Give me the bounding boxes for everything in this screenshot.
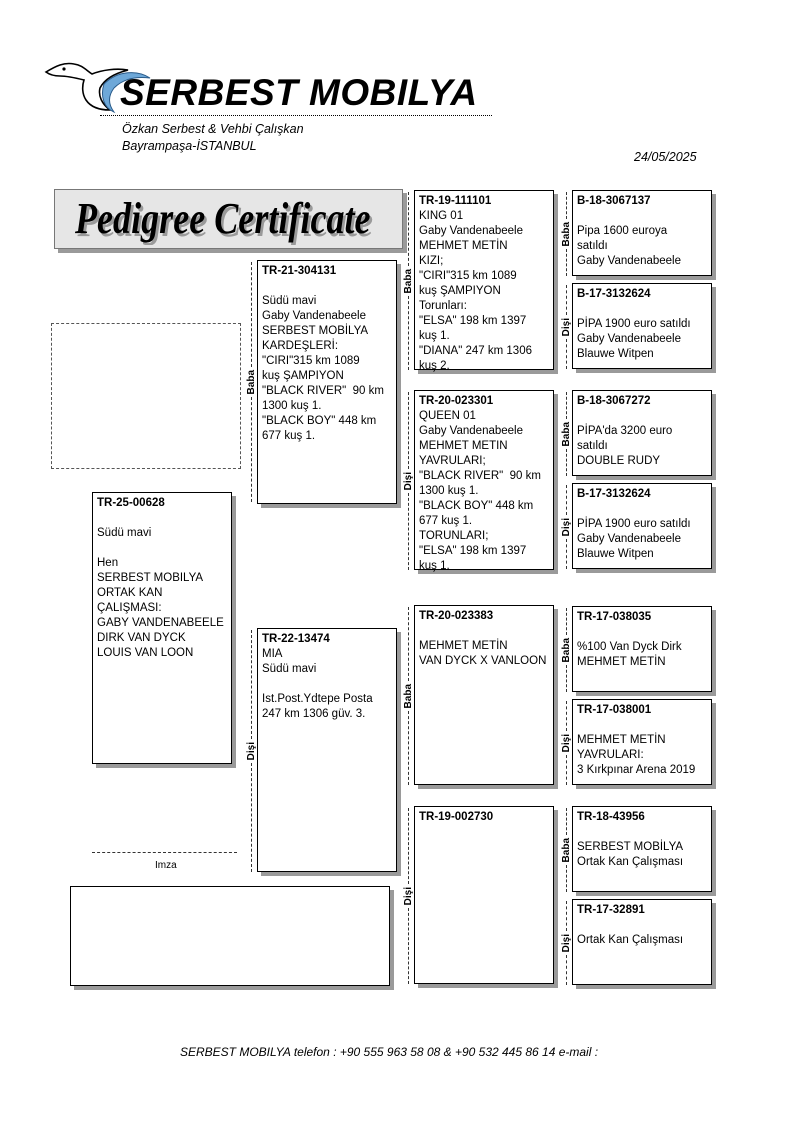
detail-line: 677 kuş 1. xyxy=(262,430,316,442)
dam-label: Dişi xyxy=(244,630,258,872)
detail-line: "ELSA" 198 km 1397 xyxy=(419,545,527,557)
detail-line: Gaby Vandenabeele xyxy=(577,333,682,345)
detail-line: satıldı xyxy=(577,440,608,452)
photo-placeholder xyxy=(51,323,241,469)
detail-line: ÇALIŞMASI: xyxy=(97,602,162,614)
detail-line xyxy=(419,624,549,639)
great-grandparent-card xyxy=(572,283,712,369)
detail-line: KIZI; xyxy=(419,255,444,267)
detail-line: MIA xyxy=(262,648,283,660)
detail-line: YAVRULARI; xyxy=(419,455,486,467)
detail-line: "BLACK RIVER" 90 km xyxy=(419,470,541,482)
detail-line xyxy=(577,625,707,640)
detail-line: Torunları: xyxy=(419,300,467,312)
great-grandparent-card xyxy=(572,806,712,892)
footer-contact: SERBEST MOBILYA telefon : +90 555 963 58 08 & +90 532 445 86 14 e-mail : xyxy=(180,1045,599,1059)
detail-line: LOUIS VAN LOON xyxy=(97,647,194,659)
sire-card xyxy=(257,260,397,504)
detail-line xyxy=(577,209,707,224)
detail-line: PİPA 1900 euro satıldı xyxy=(577,518,691,530)
subject-bird-card xyxy=(92,492,232,764)
grandsire-paternal-card xyxy=(414,190,554,370)
great-grandparent-ring: TR-17-32891 xyxy=(577,904,645,916)
granddam-maternal-ring: TR-19-002730 xyxy=(419,811,494,823)
detail-line: "BLACK BOY" 448 km xyxy=(419,500,534,512)
great-grandparent-card xyxy=(572,899,712,985)
dam-ring-number: TR-22-13474 xyxy=(262,633,330,645)
detail-line: "DIANA" 247 km 1306 xyxy=(419,345,532,357)
detail-line: Ortak Kan Çalışması xyxy=(577,934,684,946)
dam-card xyxy=(257,628,397,872)
grandsire-maternal-card xyxy=(414,605,554,785)
detail-line: 677 kuş 1. xyxy=(419,515,473,527)
detail-line xyxy=(262,677,392,692)
great-grandparent-card xyxy=(572,483,712,569)
ggp-4-label: Baba xyxy=(559,608,573,692)
detail-line: Ist.Post.Ydtepe Posta xyxy=(262,693,373,705)
detail-line: "BLACK RIVER" 90 km xyxy=(262,385,384,397)
great-grandparent-details xyxy=(577,625,707,670)
detail-line xyxy=(262,279,392,294)
ggp-2-label: Baba xyxy=(559,392,573,476)
great-grandparent-card xyxy=(572,190,712,276)
detail-line: MEHMET METİN xyxy=(419,240,508,252)
granddam-paternal-details xyxy=(419,409,549,574)
great-grandparent-ring: B-18-3067137 xyxy=(577,195,651,207)
detail-line: Südü mavi xyxy=(262,295,317,307)
great-grandparent-details xyxy=(577,718,707,778)
dam-details xyxy=(262,647,392,722)
detail-line: Pipa 1600 euroya xyxy=(577,225,668,237)
gp-sd-label: Dişi xyxy=(401,392,415,570)
detail-line: kuş ŞAMPIYON xyxy=(419,285,501,297)
great-grandparent-ring: B-17-3132624 xyxy=(577,288,651,300)
detail-line: "BLACK BOY" 448 km xyxy=(262,415,377,427)
title-banner xyxy=(54,189,403,249)
detail-line: PİPA 1900 euro satıldı xyxy=(577,318,691,330)
detail-line: "CIRI"315 km 1089 xyxy=(419,270,517,282)
certificate-date: 24/05/2025 xyxy=(634,150,697,164)
gp-ds-label: Baba xyxy=(401,607,415,785)
grandsire-maternal-details xyxy=(419,624,549,669)
detail-line xyxy=(97,511,227,526)
detail-line xyxy=(577,825,707,840)
detail-line: 1300 kuş 1. xyxy=(419,485,479,497)
detail-line: kuş 2. xyxy=(419,360,450,372)
granddam-paternal-card xyxy=(414,390,554,570)
great-grandparent-ring: TR-17-038001 xyxy=(577,704,652,716)
detail-line: VAN DYCK X VANLOON xyxy=(419,655,547,667)
detail-line xyxy=(97,541,227,556)
brand-location: Bayrampaşa-İSTANBUL xyxy=(122,139,257,153)
great-grandparent-card xyxy=(572,606,712,692)
detail-line: DIRK VAN DYCK xyxy=(97,632,186,644)
great-grandparent-details xyxy=(577,302,707,362)
detail-line: Blauwe Witpen xyxy=(577,548,654,560)
detail-line: YAVRULARI: xyxy=(577,749,644,761)
detail-line: kuş 1. xyxy=(419,330,450,342)
detail-line: KING 01 xyxy=(419,210,464,222)
brand-underline xyxy=(100,115,492,116)
detail-line xyxy=(577,718,707,733)
ggp-3-label: Dişi xyxy=(559,485,573,569)
great-grandparent-ring: TR-17-038035 xyxy=(577,611,652,623)
detail-line: DOUBLE RUDY xyxy=(577,455,661,467)
detail-line: "CIRI"315 km 1089 xyxy=(262,355,360,367)
detail-line: MEHMET METİN xyxy=(577,656,666,668)
great-grandparent-details xyxy=(577,209,707,269)
detail-line: MEHMET METİN xyxy=(577,734,666,746)
detail-line: GABY VANDENABEELE xyxy=(97,617,224,629)
detail-line: SERBEST MOBİLYA xyxy=(577,841,684,853)
detail-line: kuş ŞAMPIYON xyxy=(262,370,344,382)
sire-details xyxy=(262,279,392,444)
great-grandparent-ring: B-17-3132624 xyxy=(577,488,651,500)
ggp-7-label: Dişi xyxy=(559,901,573,985)
detail-line: Gaby Vandenabeele xyxy=(577,255,682,267)
detail-line: PİPA'da 3200 euro xyxy=(577,425,673,437)
detail-line xyxy=(577,302,707,317)
detail-line: kuş 1. xyxy=(419,560,450,572)
detail-line: %100 Van Dyck Dirk xyxy=(577,641,682,653)
granddam-paternal-ring: TR-20-023301 xyxy=(419,395,494,407)
brand-name: SERBEST MOBILYA xyxy=(120,72,478,113)
great-grandparent-details xyxy=(577,502,707,562)
detail-line: "ELSA" 198 km 1397 xyxy=(419,315,527,327)
detail-line: 247 km 1306 güv. 3. xyxy=(262,708,366,720)
detail-line: MEHMET METİN xyxy=(419,640,508,652)
great-grandparent-ring: B-18-3067272 xyxy=(577,395,651,407)
detail-line: ORTAK KAN xyxy=(97,587,163,599)
great-grandparent-card xyxy=(572,390,712,476)
detail-line: Gaby Vandenabeele xyxy=(262,310,367,322)
sire-ring-number: TR-21-304131 xyxy=(262,265,337,277)
detail-line: SERBEST MOBİLYA xyxy=(262,325,369,337)
detail-line: Gaby Vandenabeele xyxy=(419,425,524,437)
detail-line xyxy=(577,502,707,517)
detail-line: 3 Kırkpınar Arena 2019 xyxy=(577,764,696,776)
ggp-1-label: Dişi xyxy=(559,285,573,369)
detail-line: Gaby Vandenabeele xyxy=(419,225,524,237)
ggp-0-label: Baba xyxy=(559,192,573,276)
granddam-maternal-card xyxy=(414,806,554,984)
subject-details xyxy=(97,511,227,661)
detail-line: Südü mavi xyxy=(97,527,152,539)
detail-line: Hen xyxy=(97,557,119,569)
gp-dd-label: Dişi xyxy=(401,808,415,984)
detail-line: 1300 kuş 1. xyxy=(262,400,322,412)
detail-line: Ortak Kan Çalışması xyxy=(577,856,684,868)
great-grandparent-details xyxy=(577,409,707,469)
ggp-5-label: Dişi xyxy=(559,701,573,785)
great-grandparent-ring: TR-18-43956 xyxy=(577,811,645,823)
subject-ring-number: TR-25-00628 xyxy=(97,497,165,509)
sire-label: Baba xyxy=(244,262,258,502)
grandsire-paternal-ring: TR-19-111101 xyxy=(419,195,492,207)
great-grandparent-card xyxy=(572,699,712,785)
page-title: Pedigree Certificate xyxy=(75,194,371,243)
signature-line xyxy=(92,852,237,853)
detail-line: SERBEST MOBILYA xyxy=(97,572,204,584)
brand-owners: Özkan Serbest & Vehbi Çalışkan xyxy=(122,122,304,136)
detail-line xyxy=(577,409,707,424)
detail-line: QUEEN 01 xyxy=(419,410,476,422)
grandsire-maternal-ring: TR-20-023383 xyxy=(419,610,494,622)
detail-line: KARDEŞLERİ: xyxy=(262,340,339,352)
signature-label: Imza xyxy=(155,860,177,871)
detail-line: Südü mavi xyxy=(262,663,317,675)
grandsire-paternal-details xyxy=(419,209,549,374)
great-grandparent-details xyxy=(577,825,707,870)
detail-line: Gaby Vandenabeele xyxy=(577,533,682,545)
detail-line: TORUNLARI; xyxy=(419,530,489,542)
detail-line: Blauwe Witpen xyxy=(577,348,654,360)
great-grandparent-details xyxy=(577,918,707,948)
detail-line: MEHMET METIN xyxy=(419,440,508,452)
detail-line: satıldı xyxy=(577,240,608,252)
detail-line xyxy=(577,918,707,933)
ggp-6-label: Baba xyxy=(559,808,573,892)
notes-box xyxy=(70,886,390,986)
gp-ss-label: Baba xyxy=(401,192,415,370)
